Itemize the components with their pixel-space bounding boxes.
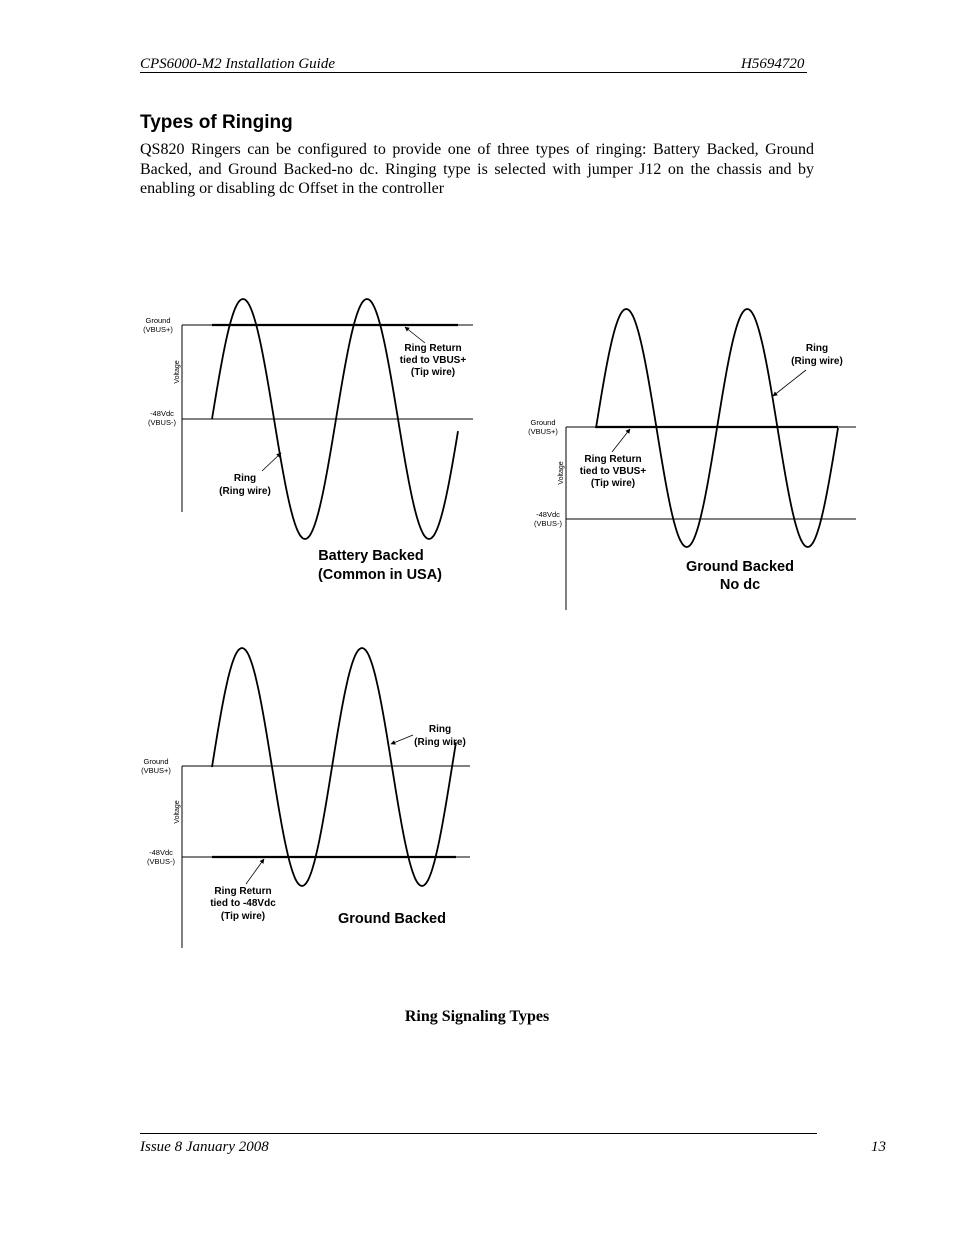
ring-return-pointer: [405, 327, 425, 343]
ground-backed-diagram: [141, 648, 470, 948]
ring-return-note-3: (Tip wire): [410, 367, 456, 378]
voltage-axis-label: Voltage: [174, 360, 181, 384]
ground-label: Ground: [143, 757, 169, 766]
footer-page-number: 13: [871, 1139, 886, 1155]
ring-note-1: Ring: [428, 724, 452, 735]
ground-label: Ground: [530, 418, 556, 427]
ring-note-2: (Ring wire): [219, 486, 271, 497]
ground-backed-nodc-subtitle: No dc: [719, 577, 761, 593]
ground-backed-nodc-diagram: [528, 309, 856, 610]
ring-return-note-3: (Tip wire): [220, 911, 266, 922]
ring-note-1: Ring: [233, 473, 257, 484]
ring-note-2: (Ring wire): [414, 737, 466, 748]
ground-vbus-label: (VBUS+): [143, 325, 173, 334]
ground-backed-nodc-title: Ground Backed: [686, 559, 794, 575]
neg48-vbus-label: (VBUS-): [147, 857, 175, 866]
ring-pointer: [262, 453, 281, 471]
ring-return-note-1: Ring Return: [404, 343, 462, 354]
ground-backed-title: Ground Backed: [338, 911, 446, 927]
neg48-label: -48Vdc: [149, 848, 173, 857]
ring-pointer: [773, 370, 806, 396]
ring-return-pointer: [612, 429, 630, 452]
ring-return-note-2: tied to VBUS+: [579, 466, 647, 477]
voltage-axis-label: Voltage: [558, 461, 565, 485]
footer-divider: [140, 1133, 817, 1134]
ground-vbus-label: (VBUS+): [528, 427, 558, 436]
ring-return-note-2: tied to VBUS+: [399, 355, 467, 366]
neg48-label: -48Vdc: [150, 409, 174, 418]
ring-return-note-1: Ring Return: [584, 454, 642, 465]
ring-return-note-2: tied to -48Vdc: [210, 898, 276, 909]
header-doc-number: H5694720: [741, 56, 805, 72]
ring-waveform: [212, 648, 456, 886]
battery-backed-diagram: [143, 299, 473, 583]
figure-caption: Ring Signaling Types: [404, 1008, 550, 1025]
neg48-vbus-label: (VBUS-): [148, 418, 176, 427]
ring-pointer: [391, 735, 413, 744]
neg48-label: -48Vdc: [536, 510, 560, 519]
ring-note-2: (Ring wire): [791, 356, 843, 367]
header-doc-title: CPS6000-M2 Installation Guide: [140, 56, 335, 72]
footer-issue: Issue 8 January 2008: [140, 1139, 269, 1155]
neg48-vbus-label: (VBUS-): [534, 519, 562, 528]
section-title: Types of Ringing: [140, 112, 293, 133]
voltage-axis-label: Voltage: [174, 800, 181, 824]
ring-return-pointer: [246, 859, 264, 884]
ring-note-1: Ring: [805, 343, 829, 354]
ring-return-note-1: Ring Return: [214, 886, 272, 897]
ring-return-note-3: (Tip wire): [590, 478, 636, 489]
section-body: QS820 Ringers can be configured to provide one of three types of ringing: Battery Backed, Ground Backed, and Ground Backed-no dc. Ringing type is selected with jumper J12 on the chassis and by enabling or disabling dc Offset in the controller: [140, 141, 814, 197]
battery-backed-title: Battery Backed: [318, 548, 424, 564]
ground-label: Ground: [145, 316, 171, 325]
battery-backed-subtitle: (Common in USA): [317, 567, 443, 583]
ground-vbus-label: (VBUS+): [141, 766, 171, 775]
